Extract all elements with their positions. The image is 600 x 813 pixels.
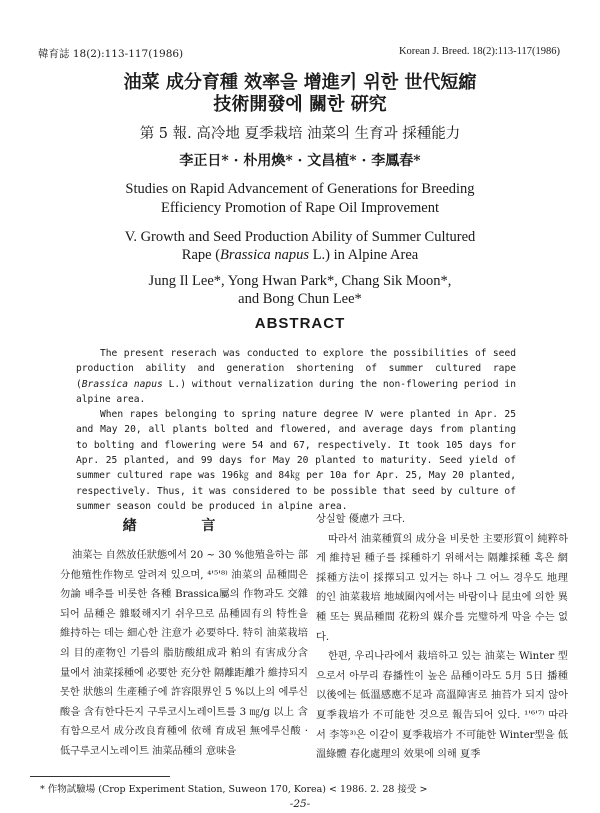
footnote-rule [30, 776, 170, 777]
species-name: Brassica napus [220, 247, 310, 263]
title-korean-line1: 油菜 成分育種 效率을 增進키 위한 世代短縮 [123, 72, 477, 93]
subtitle-english-line1: V. Growth and Seed Production Ability of Summer Cultured [124, 229, 476, 245]
subtitle-english-line2 [0, 245, 600, 265]
authors-english-line1: Jung Il Lee*, Yong Hwan Park*, Chang Sik Moon*, [148, 273, 452, 289]
subtitle-english-pre: Rape ( [181, 247, 221, 263]
title-english-line1: Studies on Rapid Advancement of Generations for Breeding [125, 181, 475, 197]
abstract-p1-a: The present reserach was conducted to explore the possibilities of seed production ability and generation shortening of summer cultured rape ( [76, 348, 516, 390]
abstract-paragraph-2: When rapes belonging to spring nature degree Ⅳ were planted in Apr. 25 and May 20, all plants bolted and flowered, and average days from planting to bolting and flowering were 54 and 67, respectively. It took 105 days for Apr. 25 planted, and 99 days for May 20 planted to maturity. Seed yield of summer cultured rape was 196㎏ and 84㎏ per 10a for Apr. 25, May 20 planted, respectively. Thus, it was considered to be possible that seed by culture of summer season could be produced in alpine area. [76, 409, 516, 512]
abstract-species: Brassica napus [81, 378, 163, 390]
authors-english-line2: and Bong Chun Lee* [238, 291, 362, 307]
intro-continuation: 상실할 優慮가 크다. [316, 514, 406, 525]
subtitle-korean: 第 5 報. 高冷地 夏季栽培 油菜의 生育과 採種能力 [139, 126, 461, 142]
journal-header-english: Korean J. Breed. 18(2):113-117(1986) [398, 46, 560, 57]
page-number: -25- [289, 798, 311, 810]
abstract-p1-b: L.) without vernalization during the non-flowering period in alpine area. [76, 378, 516, 405]
footnote-affiliation: * 作物試驗場 (Crop Experiment Station, Suweon 170, Korea) < 1986. 2. 28 接受 > [40, 784, 428, 795]
title-korean-line2: 技術開發에 關한 硏究 [213, 94, 387, 115]
abstract-body [76, 346, 516, 514]
body-column-right [316, 510, 568, 765]
body-column-left [60, 546, 308, 762]
authors-korean: 李正日* · 朴用煥* · 文昌植* · 李鳳春* [179, 153, 421, 169]
subtitle-english-post: L.) in Alpine Area [309, 247, 419, 263]
abstract-heading: ABSTRACT [254, 315, 346, 332]
abstract-paragraph-1 [76, 346, 516, 407]
journal-header-korean: 韓育誌 18(2):113-117(1986) [38, 48, 184, 60]
intro-paragraph-3: 한편, 우리나라에서 栽培하고 있는 油菜는 Winter 型으로서 아무리 春播性이 높은 品種이라도 5月 5日 播種以後에는 低溫感應不足과 高溫障害로 抽苔가 되지 않아 夏季栽培가 不可能한 것으로 報告되어 있다. ¹'⁶'⁷⁾ 따라서 李等³⁾은 이같이 夏季栽培가 不可能한 Winter型을 低溫綠體 春化處理의 效果에 의해 夏季 [316, 651, 568, 761]
intro-paragraph-2: 따라서 油菜種質의 成分을 비롯한 主要形質이 純粹하게 維持된 種子를 採種하기 위해서는 隔離採種 혹은 網採種方法이 採擇되고 있거는 하나 그 어느 경우도 地理的인 油菜栽培 地域圈內에서는 바람이나 昆虫에 의한 異種 또는 異品種間 花粉의 媒介를 完璧하게 막을 수는 없다. [316, 533, 568, 643]
title-english-line2: Efficiency Promotion of Rape Oil Improvement [161, 200, 439, 216]
section-heading-introduction: 緖 言 [122, 518, 246, 534]
intro-paragraph-1: 油菜는 自然放任狀態에서 20 ~ 30 %他殖을하는 部分他殖性作物로 알려져 있으며, ⁴'⁵'⁸⁾ 油菜의 品種間은 勿論 배추를 비롯한 各種 Brassica屬의 作物과도 交雜되어 品種은 雜駁해지기 쉬우므로 品種固有의 特性을 維持하는 데는 細心한 注意가 必要하다. 特히 油菜栽培의 目的產物인 기름의 脂肪酸組成과 粕의 有害成分含量에서 油菜採種에 必要한 充分한 隔離距離가 維持되지 못한 狀態의 生產種子에 許容限界인 5 %以上의 에루신酸을 含有한다든지 구루코시노레이트를 3 ㎎/g 以上 含有함으로서 成分改良育種에 依해 育成된 無에루신酸 · 低구루코시노레이트 油菜品種의 意味을 [60, 550, 308, 757]
